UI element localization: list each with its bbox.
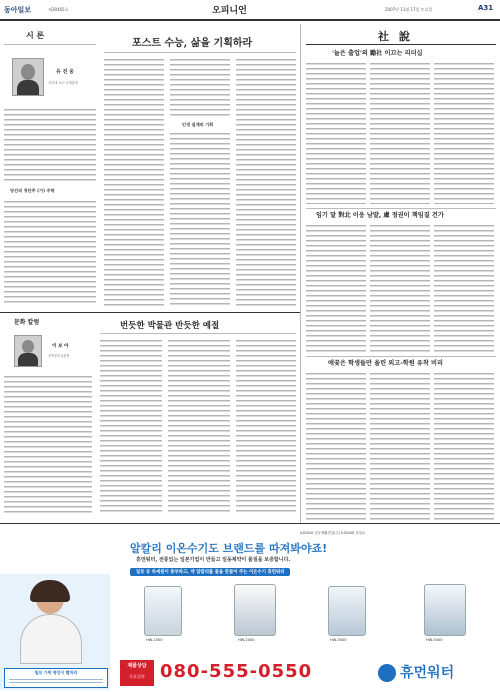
culture-author-photo xyxy=(14,335,42,367)
ad-promo-box-title: 빌보 가탁 형성이 빨하리 xyxy=(34,670,78,675)
culture-column xyxy=(0,313,300,521)
headline-rule xyxy=(104,52,296,53)
editorial-2-col-1 xyxy=(306,224,366,352)
product-3-label: HW-3000 xyxy=(330,638,347,642)
author-title: 서강대 교수·국제관계 xyxy=(48,81,78,85)
product-1 xyxy=(122,580,202,652)
product-4 xyxy=(398,580,488,652)
culture-col-2 xyxy=(100,339,162,515)
editorial-1-col-2 xyxy=(370,62,430,204)
brand-logo-text: 휴먼워터 xyxy=(400,665,455,681)
editorial-1-col-1 xyxy=(306,62,366,204)
issue-info: 제28465호 xyxy=(48,7,69,12)
editorial-divider-1 xyxy=(306,208,496,209)
editorials xyxy=(302,22,500,522)
product-1-image xyxy=(144,586,182,636)
author-name: 유 진 웅 xyxy=(56,69,74,75)
page-number: A31 xyxy=(478,4,494,12)
culture-col-4 xyxy=(236,339,296,515)
column-body-1 xyxy=(4,108,96,183)
lead-col-3 xyxy=(236,58,296,306)
left-column xyxy=(0,22,100,312)
culture-headline: 번듯한 박물관 반듯한 예절 xyxy=(120,321,220,331)
masthead xyxy=(0,0,500,22)
author-photo xyxy=(12,58,44,96)
culture-label: 문화 칼럼 xyxy=(14,319,40,326)
ad-slogan: 알칼리 이온수기도 브랜드를 따져봐야죠! xyxy=(130,542,328,555)
editorial-3-title: 애꿎은 학생들만 울린 외고-학원 유착 비리 xyxy=(328,360,443,367)
contact-label-box xyxy=(120,660,154,686)
product-4-label: HW-5000 xyxy=(426,638,443,642)
lead-subheading: 인생 설계의 기회 xyxy=(182,122,214,127)
culture-author-name: 이 보 아 xyxy=(52,344,69,349)
ad-side-panel xyxy=(0,574,110,690)
lead-col-2-bottom xyxy=(170,132,230,306)
culture-author-title: 성북동미술관장 xyxy=(48,354,70,358)
column-divider xyxy=(300,24,301,524)
ad-promo-line: 일동 등 하세원이 통부하고, 약 알칼리를 물을 만들어 주는 이온수기 휴먼워터 xyxy=(130,568,290,576)
editorial-3-col-2 xyxy=(370,372,430,522)
editorial-label: 社 說 xyxy=(378,30,413,43)
product-4-image xyxy=(424,584,466,636)
issue-date: 2007년 11월 17일 토요일 xyxy=(385,7,433,12)
contact-label: 제품상담 xyxy=(127,663,147,669)
editorial-divider-2 xyxy=(306,356,496,357)
ad-contact-box xyxy=(120,660,360,686)
product-2-image xyxy=(234,584,276,636)
ad-promo-box-lines xyxy=(9,678,103,684)
ad-promo-box xyxy=(4,668,108,688)
editorial-3-col-3 xyxy=(434,372,494,522)
culture-col-1 xyxy=(4,375,92,515)
contact-phone[interactable]: 080-555-0550 xyxy=(160,661,313,682)
editorial-1-title: '늘은 출업'의 勵社 이끄는 리더십 xyxy=(332,50,423,57)
section-title: 오피니언 xyxy=(212,6,247,16)
paper-name: 동아일보 xyxy=(4,5,32,14)
ad-woman-illustration xyxy=(14,580,84,662)
culture-head-rule xyxy=(100,333,296,334)
ad-brand-top: ILDONG 일동생활건강(주) ILDONG 상업소 xyxy=(300,531,366,535)
ad-brand-logo xyxy=(378,660,492,686)
product-3 xyxy=(306,580,386,652)
column-label: 시 론 xyxy=(26,31,45,40)
editorial-2-col-2 xyxy=(370,224,430,352)
ad-subslogan: 휴먼워터, 전통있는 일본기업이 만들고 일동제약이 품질을 보증합니다. xyxy=(136,557,291,563)
sub-heading: 당선의 첫단추 (가) 주탁 xyxy=(10,188,55,193)
product-3-image xyxy=(328,586,366,636)
product-1-label: HW-1000 xyxy=(146,638,163,642)
brand-logo-mark xyxy=(378,664,396,682)
culture-col-3 xyxy=(168,339,230,515)
editorial-rule xyxy=(306,44,496,45)
editorial-2-title: 임기 말 對北 이응 남발, 盧 정권이 책임질 건가 xyxy=(316,212,444,219)
contact-sub: 무료설치 xyxy=(129,674,145,679)
advertisement xyxy=(0,523,500,692)
masthead-rule xyxy=(0,19,500,21)
lead-col-2-top xyxy=(170,58,230,118)
label-divider xyxy=(4,44,96,45)
lead-col-1 xyxy=(104,58,164,306)
editorial-3-col-1 xyxy=(306,372,366,522)
editorial-2-col-3 xyxy=(434,224,494,352)
column-body-2 xyxy=(4,200,96,305)
ad-product-row xyxy=(118,580,492,652)
product-2-label: HW-2000 xyxy=(238,638,255,642)
editorial-1-col-3 xyxy=(434,62,494,204)
lead-headline: 포스트 수능, 삶을 기획하라 xyxy=(132,38,253,49)
lead-opinion xyxy=(100,22,300,312)
product-2 xyxy=(214,580,294,652)
